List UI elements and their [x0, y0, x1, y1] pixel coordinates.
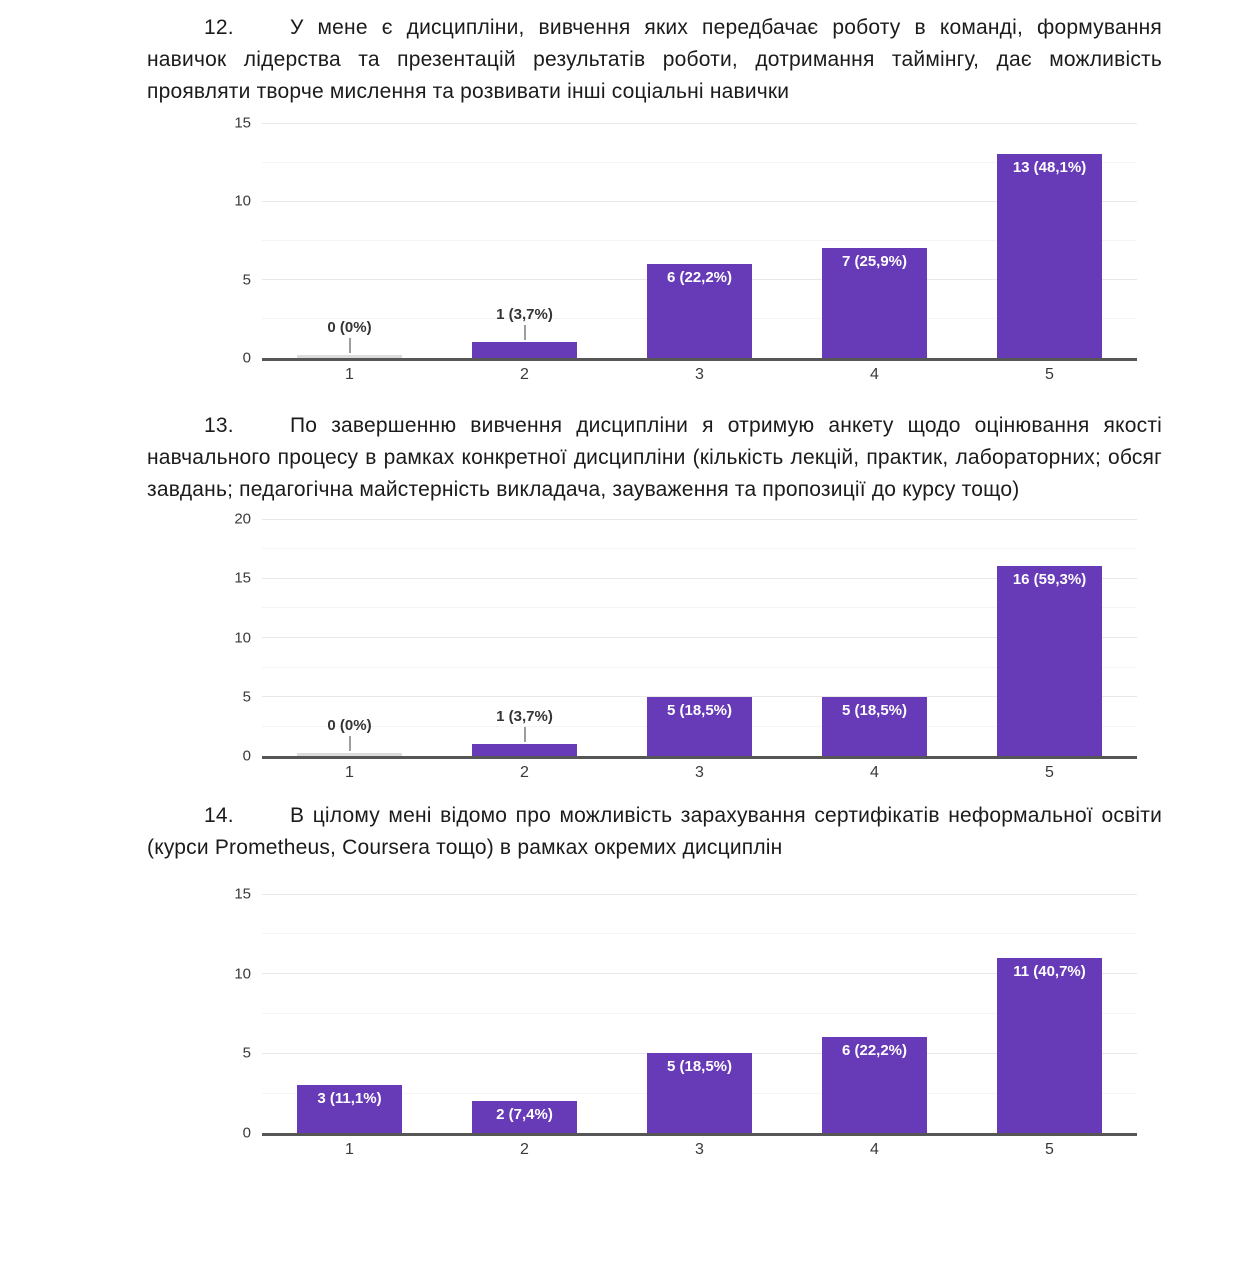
- label-leader-line: [349, 338, 351, 353]
- x-axis-tick-label: 2: [520, 366, 529, 383]
- y-axis-tick-label: 5: [242, 1044, 251, 1062]
- gridline-minor: [262, 548, 1137, 549]
- x-axis-tick-label: 3: [695, 366, 704, 383]
- label-leader-line: [524, 325, 526, 340]
- x-axis-tick-label: 5: [1045, 764, 1054, 781]
- gridline-major: [262, 123, 1137, 124]
- bar-value-label: 1 (3,7%): [496, 708, 553, 725]
- chart-plot-area: [234, 114, 1137, 367]
- gridline-minor: [262, 933, 1137, 934]
- bar-value-label: 5 (18,5%): [666, 1058, 733, 1075]
- y-axis-tick-label: 10: [234, 192, 251, 210]
- y-axis-tick-label: 15: [234, 569, 251, 587]
- bar-category-4: [822, 697, 927, 756]
- chart-plot-area: [234, 885, 1137, 1142]
- x-axis-tick-label: 4: [870, 764, 879, 781]
- y-axis-tick-label: 15: [234, 885, 251, 903]
- bar-category-4: [822, 248, 927, 358]
- y-axis-tick-label: 15: [234, 114, 251, 132]
- bar-value-label: 3 (11,1%): [317, 1090, 382, 1107]
- y-axis-tick-label: 20: [234, 510, 251, 528]
- bar-value-label: 5 (18,5%): [841, 702, 908, 719]
- bar-value-label: 1 (3,7%): [496, 306, 553, 323]
- bar-value-label: 0 (0%): [327, 319, 372, 336]
- question-12-number: 12.: [204, 16, 234, 39]
- bar-value-label: 0 (0%): [327, 717, 372, 734]
- bar-value-label: 11 (40,7%): [1013, 963, 1086, 980]
- question-14-number: 14.: [204, 804, 234, 827]
- question-12-paragraph: [147, 12, 1162, 108]
- bar-value-label: 5 (18,5%): [666, 702, 733, 719]
- bar-value-label: 6 (22,2%): [841, 1042, 908, 1059]
- bar-category-1: [297, 753, 402, 756]
- bar-category-3: [647, 264, 752, 358]
- x-axis-tick-label: 3: [695, 1141, 704, 1158]
- y-axis-tick-label: 5: [242, 688, 251, 706]
- question-14-text: В цілому мені відомо про можливість зарахування сертифікатів неформальної освіти (курси Prometheus, Coursera тощо) в рамках окремих дисциплін: [147, 804, 1162, 859]
- x-axis-tick-label: 3: [695, 764, 704, 781]
- question-13-number: 13.: [204, 414, 234, 437]
- chart-x-axis-labels: [262, 1141, 1137, 1159]
- bar-category-4: [822, 1037, 927, 1133]
- bar-value-label: 2 (7,4%): [496, 1106, 553, 1123]
- y-axis-tick-label: 10: [234, 965, 251, 983]
- bar-category-1: [297, 355, 402, 358]
- bar-category-1: [297, 1085, 402, 1133]
- bar-value-label: 13 (48,1%): [1012, 159, 1087, 176]
- bar-category-5: [997, 154, 1102, 358]
- chart-x-axis-labels: [262, 366, 1137, 384]
- bar-category-2: [472, 744, 577, 756]
- y-axis-tick-label: 0: [242, 747, 251, 765]
- bar-value-label: 16 (59,3%): [1012, 571, 1087, 588]
- x-axis-tick-label: 1: [345, 1141, 354, 1158]
- bar-chart-question-14: [222, 885, 1137, 1159]
- question-12-text: У мене є дисципліни, вивчення яких передбачає роботу в команді, формування навичок лідерства та презентацій результатів роботи, дотримання таймінгу, дає можливість проявляти творче мислення та розвивати інші соціальні навички: [147, 16, 1162, 103]
- question-12-block: [0, 12, 1241, 384]
- document-page: [0, 12, 1241, 1277]
- bar-category-3: [647, 1053, 752, 1133]
- bar-category-3: [647, 697, 752, 756]
- chart-plot-area: [234, 510, 1137, 765]
- bar-category-2: [472, 1101, 577, 1133]
- question-13-text: По завершенню вивчення дисципліни я отримую анкету щодо оцінювання якості навчального процесу в рамках конкретної дисципліни (кількість лекцій, практик, лабораторних; обсяг завдань; педагогічна майстерність викладача, зауваження та пропозиції до курсу тощо): [147, 414, 1162, 501]
- bar-value-label: 7 (25,9%): [841, 253, 908, 270]
- x-axis-tick-label: 4: [870, 1141, 879, 1158]
- x-axis-tick-label: 5: [1045, 1141, 1054, 1158]
- question-13-block: [0, 410, 1241, 782]
- gridline-major: [262, 519, 1137, 520]
- bar-chart-question-13: [222, 510, 1137, 782]
- x-axis-tick-label: 1: [345, 366, 354, 383]
- question-14-block: [0, 800, 1241, 1159]
- bar-category-5: [997, 958, 1102, 1133]
- question-14-paragraph: [147, 800, 1162, 864]
- bar-category-2: [472, 342, 577, 358]
- bar-value-label: 6 (22,2%): [666, 269, 733, 286]
- question-13-paragraph: [147, 410, 1162, 506]
- x-axis-tick-label: 5: [1045, 366, 1054, 383]
- y-axis-tick-label: 10: [234, 629, 251, 646]
- bar-chart-question-12: [222, 114, 1137, 384]
- chart-x-axis-labels: [262, 764, 1137, 782]
- x-axis-tick-label: 2: [520, 1141, 529, 1158]
- y-axis-tick-label: 0: [242, 349, 251, 367]
- x-axis-tick-label: 1: [345, 764, 354, 781]
- y-axis-tick-label: 5: [242, 271, 251, 289]
- bar-category-5: [997, 566, 1102, 756]
- gridline-major: [262, 894, 1137, 895]
- x-axis-tick-label: 4: [870, 366, 879, 383]
- label-leader-line: [349, 736, 351, 751]
- x-axis-tick-label: 2: [520, 764, 529, 781]
- label-leader-line: [524, 727, 526, 742]
- y-axis-tick-label: 0: [242, 1124, 251, 1142]
